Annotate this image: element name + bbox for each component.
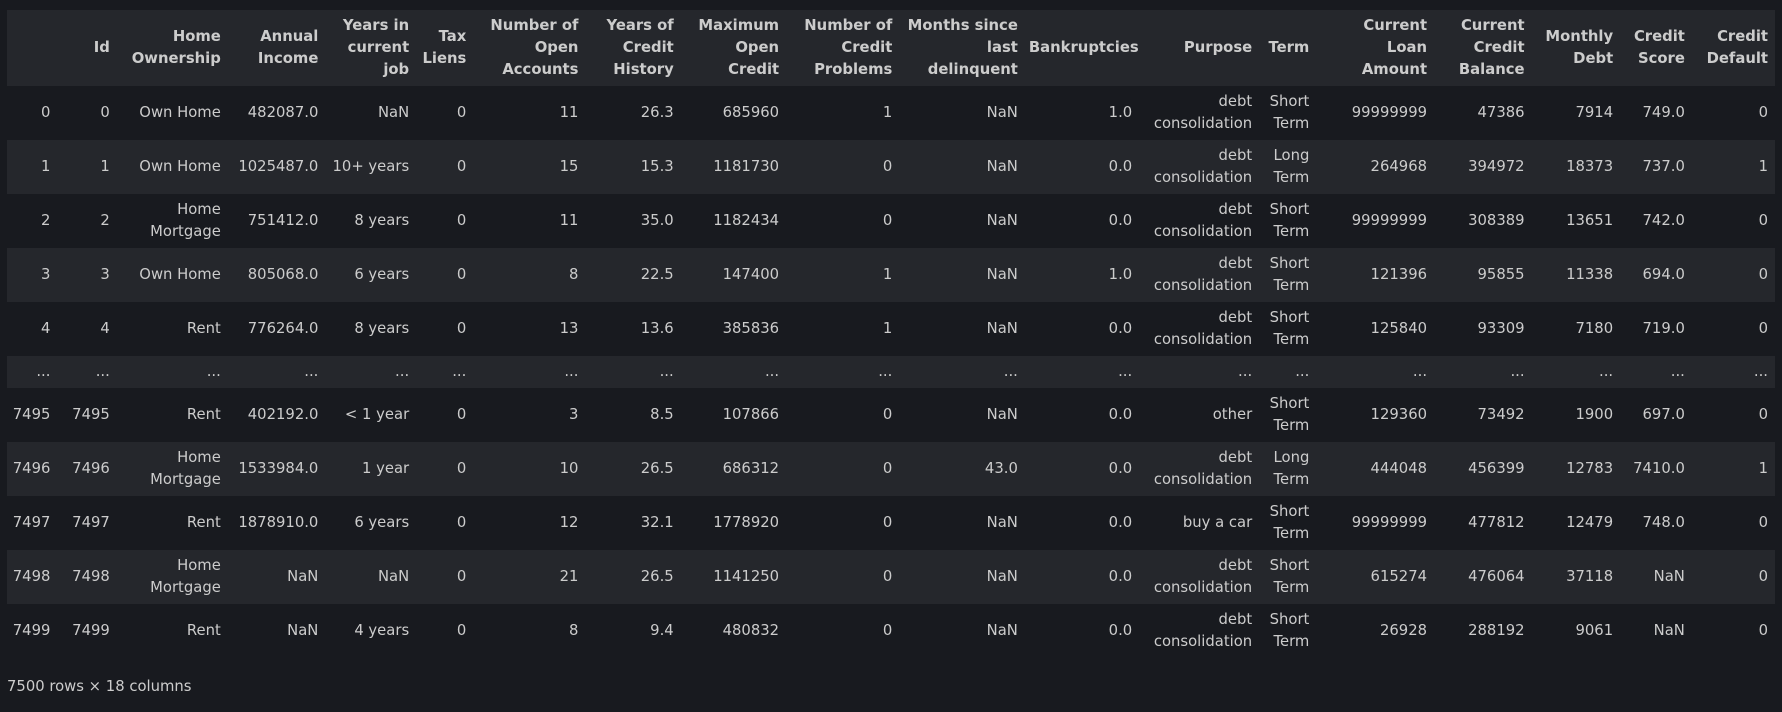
table-cell: Short Term [1269,395,1310,434]
table-cell: 43.0 [984,460,1018,477]
table-cell: 0.0 [1108,320,1133,337]
row-index-cell: 2 [41,212,51,229]
table-cell: 0 [882,212,893,229]
table-row [7,140,1775,194]
table-cell: 7495 [72,406,110,423]
table-cell: ... [452,363,467,380]
table-cell: ... [878,363,893,380]
table-cell: 8 [569,266,579,283]
table-cell: debt consolidation [1153,147,1253,186]
table-cell: 0 [100,104,110,121]
table-cell: 32.1 [640,514,674,531]
table-cell: 13651 [1566,212,1614,229]
table-cell: ... [95,363,110,380]
table-cell: 35.0 [640,212,674,229]
table-cell: 748.0 [1642,514,1685,531]
table-cell: 0 [882,514,893,531]
table-cell: Short Term [1269,557,1310,596]
table-cell: 8 years [354,320,410,337]
table-cell: Own Home [139,266,221,283]
table-cell: Home Mortgage [150,201,221,240]
column-header: Months since last delinquent [907,17,1018,78]
table-cell: 0 [456,158,467,175]
table-cell: 7496 [72,460,110,477]
table-cell: Rent [186,622,221,639]
table-cell: 0 [456,266,467,283]
table-header-row [7,10,1775,86]
table-cell: NaN [1653,622,1685,639]
table-cell: 0 [1758,406,1768,423]
table-cell: ... [206,363,221,380]
table-cell: 0 [456,212,467,229]
column-header: Term [1268,39,1310,56]
table-row [7,496,1775,550]
table-cell: 12479 [1566,514,1614,531]
table-cell: 22.5 [640,266,674,283]
table-cell: 99999999 [1351,104,1428,121]
column-header: Tax Liens [422,28,467,67]
table-cell: 93309 [1477,320,1525,337]
table-cell: 7410.0 [1633,460,1685,477]
table-cell: Own Home [139,104,221,121]
table-cell: NaN [986,568,1018,585]
table-cell: 1 [882,104,893,121]
column-header: Current Loan Amount [1361,17,1428,78]
table-cell: 13 [559,320,579,337]
table-cell: 1 [882,320,893,337]
table-cell: NaN [287,568,319,585]
table-cell: 0.0 [1108,158,1133,175]
table-cell: 0 [456,514,467,531]
table-cell: 8.5 [650,406,674,423]
table-cell: 1181730 [713,158,780,175]
table-cell: debt consolidation [1153,93,1253,132]
table-cell: other [1212,406,1253,423]
table-row [7,550,1775,604]
table-row [7,442,1775,496]
table-cell: 9061 [1575,622,1614,639]
table-cell: 719.0 [1642,320,1685,337]
table-cell: buy a car [1182,514,1253,531]
table-cell: 0 [882,622,893,639]
table-cell: NaN [986,212,1018,229]
table-cell: Rent [186,514,221,531]
table-cell: 0.0 [1108,460,1133,477]
table-cell: 264968 [1370,158,1428,175]
table-cell: 0 [882,460,893,477]
table-body [7,86,1775,658]
table-cell: 121396 [1370,266,1428,283]
table-cell: 8 years [354,212,410,229]
table-cell: 1 [100,158,110,175]
table-cell: 456399 [1468,460,1525,477]
table-cell: 7497 [72,514,110,531]
table-cell: 482087.0 [247,104,319,121]
table-cell: 1878910.0 [238,514,319,531]
row-index-cell: 7498 [12,568,51,585]
table-cell: 385836 [722,320,780,337]
table-cell: Short Term [1269,255,1310,294]
table-cell: 4 [100,320,110,337]
table-cell: 288192 [1468,622,1525,639]
table-cell: 6 years [354,266,410,283]
table-cell: NaN [986,158,1018,175]
table-cell: 0 [456,622,467,639]
table-cell: 477812 [1468,514,1525,531]
dataframe-table [7,10,1775,658]
row-index-cell: 1 [41,158,51,175]
table-cell: 0 [1758,266,1768,283]
table-cell: 805068.0 [247,266,319,283]
table-cell: 308389 [1468,212,1525,229]
table-cell: 0 [1758,212,1768,229]
table-cell: 0 [882,406,893,423]
table-cell: ... [1295,363,1310,380]
table-cell: 11 [559,104,579,121]
table-row [7,388,1775,442]
table-cell: 47386 [1477,104,1525,121]
column-header: Id [93,39,110,56]
table-cell: 13.6 [640,320,674,337]
table-cell: 3 [100,266,110,283]
table-row [7,302,1775,356]
column-header: Credit Default [1706,28,1768,67]
table-cell: ... [564,363,579,380]
table-cell: NaN [986,320,1018,337]
table-cell: ... [1753,363,1768,380]
table-cell: NaN [986,622,1018,639]
table-cell: 0 [882,568,893,585]
table-cell: 1.0 [1108,104,1133,121]
table-cell: Short Term [1269,611,1310,650]
table-cell: NaN [377,104,410,121]
table-cell: 1533984.0 [238,460,319,477]
table-cell: debt consolidation [1153,611,1253,650]
table-cell: 7180 [1575,320,1614,337]
table-cell: 742.0 [1642,212,1685,229]
table-cell: NaN [377,568,410,585]
column-header: Current Credit Balance [1458,17,1525,78]
table-cell: 1900 [1575,406,1614,423]
table-cell: 0 [1758,568,1768,585]
table-cell: 10+ years [332,158,410,175]
table-cell: ... [764,363,780,380]
table-cell: 9.4 [650,622,674,639]
table-cell: 0 [456,460,467,477]
row-index-cell: 7496 [12,460,51,477]
table-cell: 7498 [72,568,110,585]
table-cell: 749.0 [1642,104,1685,121]
column-header: Monthly Debt [1545,28,1614,67]
table-cell: 21 [559,568,579,585]
table-cell: ... [395,363,410,380]
table-shape-summary: 7500 rows × 18 columns [7,678,192,695]
table-cell: 0.0 [1108,406,1133,423]
table-cell: Short Term [1269,503,1310,542]
column-header: Credit Score [1633,28,1685,67]
table-cell: 1141250 [713,568,780,585]
table-cell: 0 [1758,622,1768,639]
table-cell: ... [304,363,319,380]
table-cell: 3 [569,406,579,423]
column-header: Maximum Open Credit [698,17,780,78]
table-cell: < 1 year [344,406,410,423]
table-cell: ... [1118,363,1133,380]
table-cell: 0 [456,320,467,337]
table-cell: 394972 [1468,158,1525,175]
table-cell: 776264.0 [247,320,319,337]
table-cell: debt consolidation [1153,557,1253,596]
table-cell: Rent [186,406,221,423]
table-cell: 147400 [722,266,780,283]
dataframe-output [7,10,1775,658]
table-cell: 73492 [1477,406,1525,423]
table-cell: 18373 [1566,158,1614,175]
table-cell: Long Term [1273,147,1310,186]
table-cell: 107866 [722,406,780,423]
table-cell: 615274 [1370,568,1428,585]
table-cell: 0 [882,158,893,175]
table-cell: 0 [456,406,467,423]
table-cell: 0.0 [1108,514,1133,531]
table-cell: Home Mortgage [150,557,221,596]
column-header: Annual Income [257,28,319,67]
table-cell: 0 [456,568,467,585]
table-cell: ... [1510,363,1525,380]
table-cell: 15 [559,158,579,175]
table-cell: 402192.0 [247,406,319,423]
table-cell: 37118 [1566,568,1614,585]
row-index-cell: 7497 [12,514,51,531]
table-cell: 95855 [1477,266,1525,283]
table-cell: NaN [1653,568,1685,585]
row-index-cell: ... [36,363,51,380]
table-cell: 7914 [1575,104,1614,121]
table-cell: NaN [986,514,1018,531]
table-cell: ... [1599,363,1614,380]
table-cell: ... [1003,363,1018,380]
column-header: Years of Credit History [606,17,674,78]
table-cell: 694.0 [1642,266,1685,283]
table-cell: 12 [559,514,579,531]
table-cell: 480832 [722,622,780,639]
table-cell: 0 [456,104,467,121]
table-cell: 685960 [722,104,780,121]
table-cell: 12783 [1566,460,1614,477]
table-cell: ... [1670,363,1685,380]
row-index-cell: 7499 [12,622,51,639]
table-cell: NaN [986,406,1018,423]
row-index-cell: 4 [41,320,51,337]
table-cell: Own Home [139,158,221,175]
table-cell: 0 [1758,320,1768,337]
table-row [7,86,1775,140]
table-cell: 125840 [1370,320,1428,337]
table-cell: 26.5 [640,568,674,585]
table-cell: 1778920 [713,514,780,531]
table-cell: 1 year [362,460,410,477]
table-cell: 26928 [1379,622,1428,639]
table-cell: 15.3 [640,158,674,175]
table-cell: ... [659,363,674,380]
table-cell: Long Term [1273,449,1310,488]
table-cell: debt consolidation [1153,255,1253,294]
table-cell: NaN [986,104,1018,121]
table-cell: 129360 [1370,406,1428,423]
table-cell: 1 [882,266,893,283]
table-cell: 1.0 [1108,266,1133,283]
table-cell: 0.0 [1108,212,1133,229]
table-cell: 10 [559,460,579,477]
column-header-index [7,10,57,86]
table-cell: Short Term [1269,93,1310,132]
column-header: Purpose [1183,39,1253,56]
table-cell: NaN [287,622,319,639]
table-cell: 99999999 [1351,514,1428,531]
table-cell: 444048 [1370,460,1428,477]
table-cell: 7499 [72,622,110,639]
column-header: Number of Open Accounts [490,17,579,78]
table-cell: 11 [559,212,579,229]
table-row [7,194,1775,248]
table-cell: 2 [100,212,110,229]
table-cell: 1182434 [713,212,780,229]
table-cell: Short Term [1269,309,1310,348]
column-header: Home Ownership [131,28,221,67]
column-header: Years in current job [342,17,410,78]
row-index-cell: 3 [41,266,51,283]
table-cell: 751412.0 [247,212,319,229]
table-cell: Short Term [1269,201,1310,240]
table-cell: 0 [1758,514,1768,531]
table-cell: 26.5 [640,460,674,477]
table-row [7,248,1775,302]
table-cell: 1 [1758,460,1768,477]
table-cell: 8 [569,622,579,639]
table-cell: Home Mortgage [150,449,221,488]
table-cell: 737.0 [1642,158,1685,175]
table-cell: debt consolidation [1153,201,1253,240]
table-cell: 4 years [354,622,410,639]
table-cell: debt consolidation [1153,309,1253,348]
table-cell: debt consolidation [1153,449,1253,488]
table-cell: 686312 [722,460,780,477]
table-cell: 1 [1758,158,1768,175]
table-row [7,604,1775,658]
table-cell: 99999999 [1351,212,1428,229]
table-cell: NaN [986,266,1018,283]
table-cell: ... [1412,363,1428,380]
table-cell: 26.3 [640,104,674,121]
table-cell: 476064 [1468,568,1525,585]
table-cell: 0.0 [1108,622,1133,639]
table-ellipsis-row [7,356,1775,388]
row-index-cell: 0 [41,104,51,121]
table-cell: 11338 [1566,266,1614,283]
column-header: Number of Credit Problems [804,17,893,78]
row-index-cell: 7495 [12,406,51,423]
table-cell: 1025487.0 [238,158,319,175]
table-cell: Rent [186,320,221,337]
table-cell: 697.0 [1642,406,1685,423]
table-cell: 0.0 [1108,568,1133,585]
column-header: Bankruptcies [1028,39,1139,56]
table-cell: 0 [1758,104,1768,121]
table-cell: 6 years [354,514,410,531]
table-cell: ... [1238,363,1253,380]
